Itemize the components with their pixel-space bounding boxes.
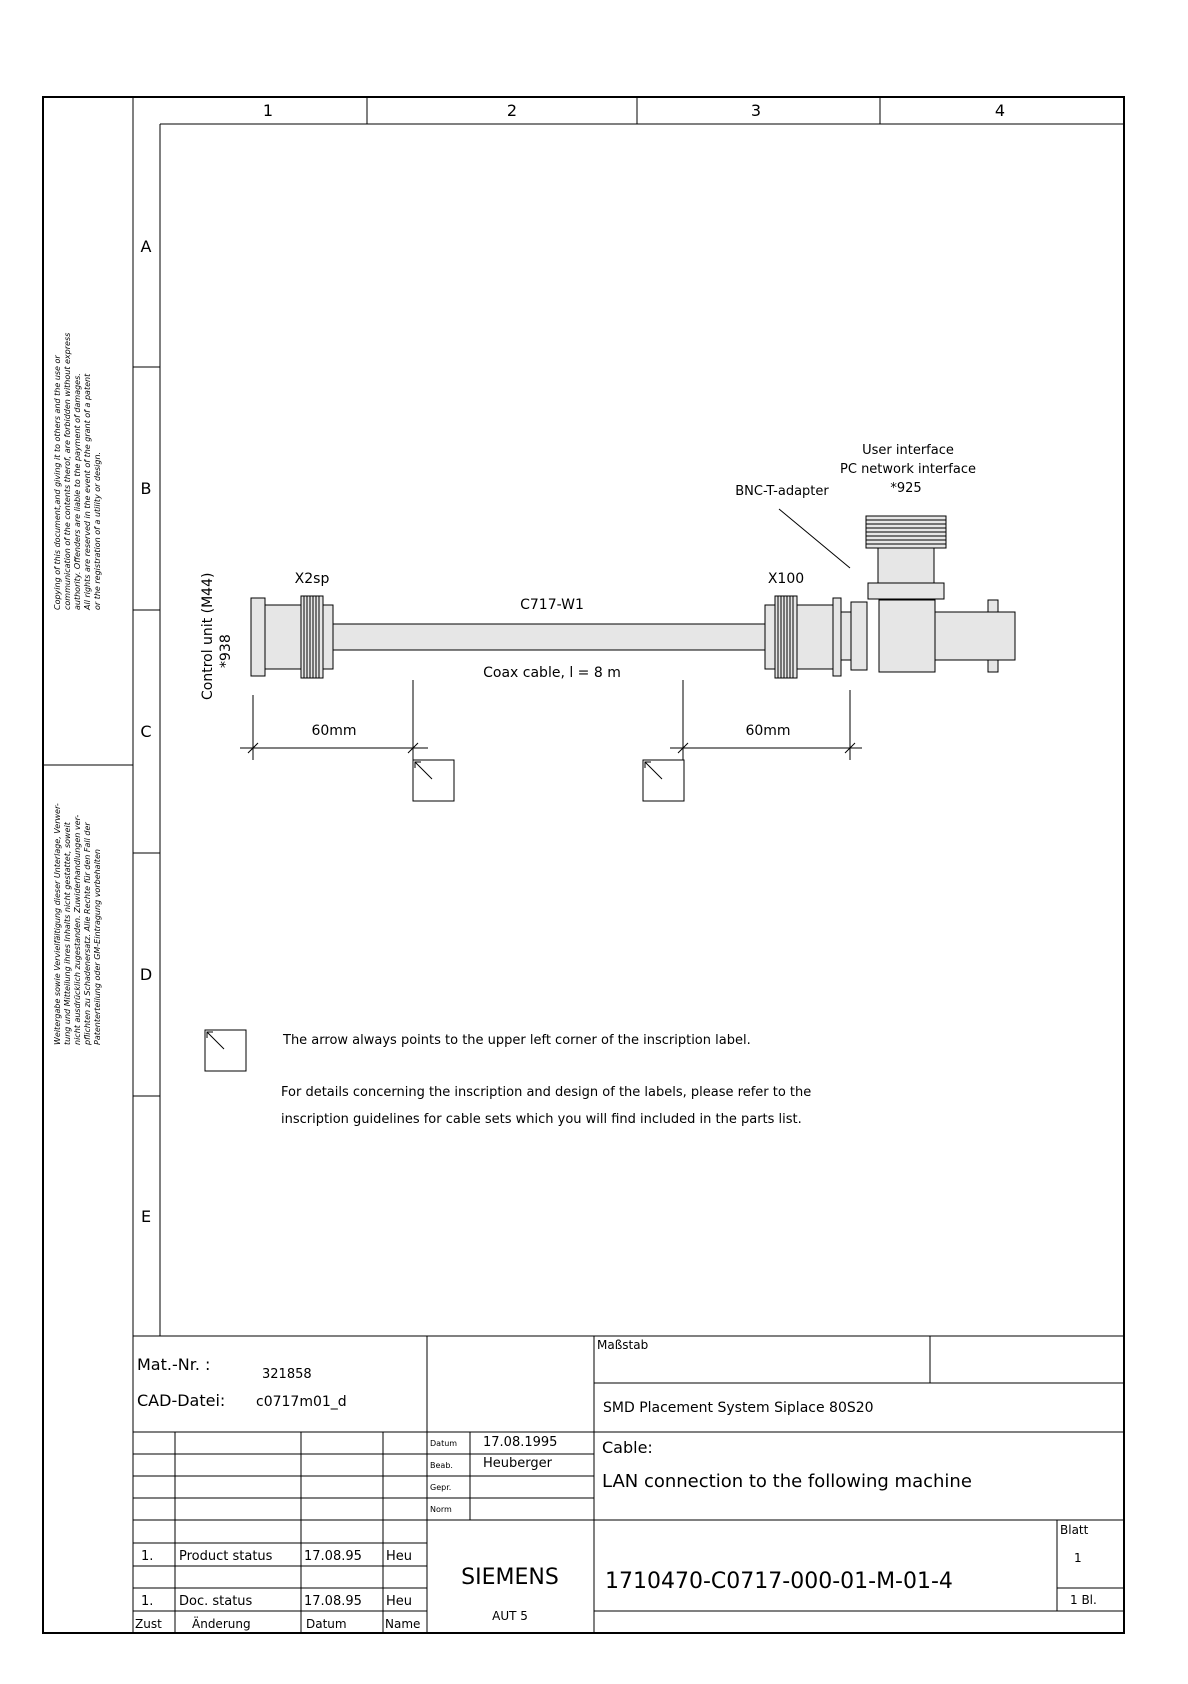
- adapter-leader-line: [779, 509, 850, 568]
- legal-notice-en: [53, 333, 102, 611]
- legal-en-line-3: authority. Offenders are liable to the payment of damages.: [73, 373, 82, 610]
- note-details-1: For details concerning the inscription and design of the labels, please refer to the: [281, 1085, 812, 1100]
- legal-de-line-2: tung und Mitteilung ihres Inhalts nicht gestattet, soweit: [63, 822, 72, 1045]
- inscription-label-right: [643, 760, 684, 801]
- grid-row-a: A: [140, 237, 152, 256]
- grid-row-d: D: [139, 965, 153, 984]
- note-details-2: inscription guidelines for cable sets which you will find included in the parts list.: [281, 1112, 802, 1127]
- cable-desc-label: Coax cable, l = 8 m: [483, 665, 621, 681]
- dimension-right-label: 60mm: [745, 723, 791, 739]
- dimension-left-label: 60mm: [311, 723, 357, 739]
- left-device-label: Control unit (M44): [200, 572, 216, 700]
- beab-label: Beab.: [430, 1461, 453, 1470]
- mat-value: 321858: [262, 1367, 312, 1382]
- grid-row-e: E: [140, 1207, 152, 1226]
- grid-row-b: B: [140, 479, 152, 498]
- rev2-index: 1.: [141, 1594, 154, 1609]
- header-aenderung: Änderung: [192, 1617, 251, 1631]
- blatt-label: Blatt: [1060, 1523, 1089, 1537]
- legal-en-line-5: or the registration of a utility or design.: [93, 451, 102, 610]
- legal-notice-de: [53, 803, 102, 1046]
- rev1-text: Product status: [179, 1549, 273, 1564]
- interface-code: *925: [890, 481, 922, 496]
- grid-row-c: C: [140, 722, 152, 741]
- interface-label-1: User interface: [862, 443, 954, 458]
- massstab-label: Maßstab: [597, 1338, 649, 1352]
- note-arrow: The arrow always points to the upper left corner of the inscription label.: [283, 1033, 751, 1048]
- grid-col-3: 3: [750, 101, 762, 120]
- bnc-t-adapter: [841, 516, 1015, 672]
- grid-col-1: 1: [262, 101, 274, 120]
- inscription-label-left: [413, 760, 454, 801]
- rev2-date: 17.08.95: [304, 1594, 362, 1609]
- doc-number: 1710470-C0717-000-01-M-01-4: [605, 1569, 953, 1594]
- right-bnc-connector: [765, 596, 841, 678]
- legal-de-line-4: pflichten zu Schadenersatz. Alle Rechte für den Fall der: [83, 822, 92, 1045]
- rev1-name: Heu: [386, 1549, 413, 1564]
- coax-cable: [333, 624, 765, 650]
- rev2-name: Heu: [386, 1594, 413, 1609]
- sheets-total: 1 Bl.: [1070, 1593, 1097, 1607]
- project-name: SMD Placement System Siplace 80S20: [603, 1400, 874, 1416]
- legal-de-line-1: Weitergabe sowie Vervielfältigung dieser Unterlage, Verwer-: [53, 803, 62, 1045]
- note-label-icon: [205, 1030, 246, 1071]
- cad-value: c0717m01_d: [256, 1394, 347, 1410]
- dimension-right: [670, 680, 862, 760]
- left-bnc-connector: [251, 596, 333, 678]
- gepr-label: Gepr.: [430, 1483, 452, 1492]
- company-name: SIEMENS: [461, 1565, 559, 1590]
- norm-label: Norm: [430, 1505, 452, 1514]
- blatt-value: 1: [1074, 1551, 1082, 1565]
- legal-de-line-3: nicht ausdrücklich zugestanden. Zuwiderhandlungen ver-: [73, 814, 82, 1045]
- adapter-label: BNC-T-adapter: [735, 484, 829, 499]
- cable-id-label: C717-W1: [520, 597, 584, 613]
- header-name: Name: [385, 1617, 421, 1631]
- mat-label: Mat.-Nr. :: [137, 1355, 211, 1374]
- dimension-left: [240, 680, 428, 760]
- header-datum: Datum: [306, 1617, 347, 1631]
- rev1-date: 17.08.95: [304, 1549, 362, 1564]
- grid-col-2: 2: [506, 101, 518, 120]
- grid-col-4: 4: [994, 101, 1006, 120]
- division: AUT 5: [492, 1609, 528, 1623]
- left-connector-label: X2sp: [294, 571, 330, 587]
- legal-en-line-2: communication of the contents therof, are forbidden without express: [63, 332, 72, 610]
- rev2-text: Doc. status: [179, 1594, 253, 1609]
- right-connector-label: X100: [767, 571, 805, 587]
- header-zust: Zust: [135, 1617, 162, 1631]
- interface-label-2: PC network interface: [840, 462, 976, 477]
- datum-value: 17.08.1995: [483, 1435, 558, 1450]
- left-device-code: *938: [218, 634, 234, 668]
- beab-value: Heuberger: [483, 1456, 552, 1471]
- legal-en-line-1: Copying of this document,and giving it to others and the use or: [53, 355, 62, 610]
- title-line-2: LAN connection to the following machine: [602, 1471, 972, 1492]
- cad-label: CAD-Datei:: [137, 1391, 226, 1410]
- legal-de-line-5: Patenterteilung oder GM-Eintragung vorbehalten: [93, 849, 102, 1045]
- datum-label: Datum: [430, 1439, 458, 1448]
- legal-en-line-4: All rights are reserved in the event of the grant of a patent: [83, 373, 92, 610]
- title-line-1: Cable:: [602, 1438, 653, 1457]
- rev1-index: 1.: [141, 1549, 154, 1564]
